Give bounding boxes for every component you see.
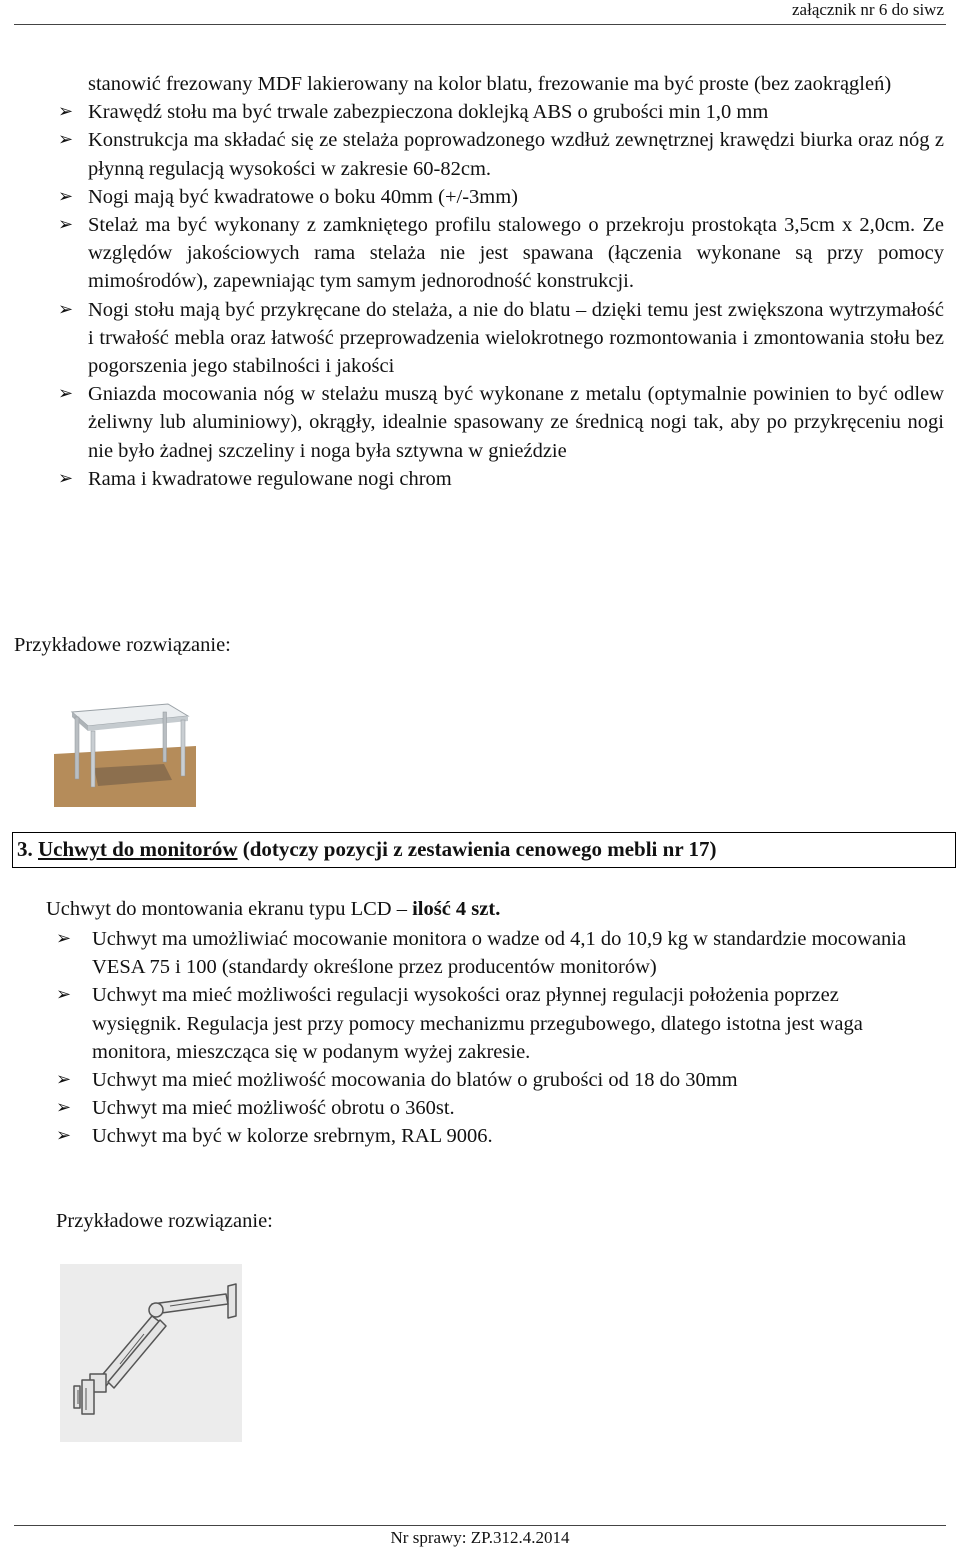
list-item-text: Nogi stołu mają być przykręcane do stelaża, a nie do blatu – dzięki temu jest zwiększona wytrzymałość i trwałość mebla oraz łatwość przeprowadzenia wielokrotnego rozmontowania i zmontowania stołu bez pogorszenia jego stabilności i jakości: [88, 298, 944, 378]
list-item: [58, 211, 944, 296]
arrow-bullet-icon: ➢: [58, 467, 74, 489]
footer-rule: [14, 1525, 946, 1526]
attachment-label: załącznik nr 6 do siwz: [792, 0, 944, 19]
arrow-bullet-icon: ➢: [58, 383, 74, 405]
list-item: [58, 126, 944, 182]
list-item: [56, 981, 912, 1066]
table-example-image: [54, 694, 196, 807]
arrow-bullet-icon: ➢: [58, 101, 74, 123]
list-item-text: Konstrukcja ma składać się ze stelaża poprowadzonego wzdłuż zewnętrznej krawędzi biurka oraz nóg z płynną regulacją wysokości w zakresie 60-82cm.: [88, 129, 944, 180]
example-label: Przykładowe rozwiązanie:: [56, 1210, 273, 1232]
list-item-text: Gniazda mocowania nóg w stelażu muszą być wykonane z metalu (optymalnie powinien to być odlew żeliwny lub aluminiowy), okrągły, idealnie spasowany ze średnicą nogi tak, aby po przykręceniu nogi nie było żadnej szczeliny i noga była sztywna w gnieździe: [88, 383, 944, 462]
arrow-bullet-icon: ➢: [58, 298, 74, 320]
list-item-text: Uchwyt ma mieć możliwość mocowania do blatów o grubości od 18 do 30mm: [92, 1069, 738, 1092]
arrow-bullet-icon: ➢: [56, 1125, 72, 1147]
arrow-bullet-icon: ➢: [58, 129, 74, 151]
monitor-arm-spec-list: [56, 925, 912, 1151]
intro-text: Uchwyt do montowania ekranu typu LCD –: [46, 898, 413, 920]
case-number: Nr sprawy: ZP.312.4.2014: [390, 1528, 570, 1547]
list-item: [56, 925, 912, 981]
arrow-bullet-icon: ➢: [58, 214, 74, 236]
arrow-bullet-icon: ➢: [56, 984, 72, 1006]
list-item: [58, 98, 944, 126]
monitor-arm-example-image: [60, 1264, 242, 1442]
section-heading: [17, 837, 717, 862]
list-item: [56, 1122, 912, 1150]
list-item-text: Nogi mają być kwadratowe o boku 40mm (+/-3mm): [88, 185, 519, 208]
section-heading-box: [12, 832, 956, 868]
list-item: [58, 380, 944, 465]
arrow-bullet-icon: ➢: [56, 928, 72, 949]
list-item-text: Uchwyt ma być w kolorze srebrnym, RAL 9006.: [92, 1125, 493, 1148]
list-item-text: Krawędź stołu ma być trwale zabezpieczona doklejką ABS o grubości min 1,0 mm: [88, 101, 769, 124]
section-title: Uchwyt do monitorów: [38, 837, 238, 861]
list-item-text: Stelaż ma być wykonany z zamkniętego profilu stalowego o przekroju prostokąta 3,5cm x 2,0cm. Ze względów jakościowych rama stelaża nie jest spawana (łączenia wykonane są przy pomocy mimośrodów), zapewniając tym samym jednorodność konstrukcji.: [88, 214, 944, 293]
list-item: [58, 465, 944, 493]
table-spec-list: [58, 70, 944, 493]
section-number: 3.: [17, 837, 33, 861]
list-item-text: Uchwyt ma mieć możliwość obrotu o 360st.: [92, 1097, 455, 1120]
list-item: [56, 1066, 912, 1094]
list-item: [58, 183, 944, 211]
arrow-bullet-icon: ➢: [56, 1069, 72, 1091]
section-intro: [46, 898, 500, 921]
example-label: Przykładowe rozwiązanie:: [14, 634, 231, 656]
section-subtitle: (dotyczy pozycji z zestawienia cenowego mebli nr 17): [237, 837, 717, 861]
arrow-bullet-icon: ➢: [58, 185, 74, 207]
list-item: [56, 1094, 912, 1122]
header-rule: [14, 24, 946, 25]
arrow-bullet-icon: ➢: [56, 1097, 72, 1119]
page-footer: [0, 1520, 960, 1550]
list-item-text: Uchwyt ma umożliwiać mocowanie monitora o wadze od 4,1 do 10,9 kg w standardzie mocowania VESA 75 i 100 (standardy określone przez producentów monitorów): [92, 928, 907, 979]
list-item-text: Uchwyt ma mieć możliwości regulacji wysokości oraz płynnej regulacji położenia poprzez wysięgnik. Regulacja jest przy pomocy mechanizmu przegubowego, dlatego istotna jest waga monitora, mieszcząca się w podanym wyżej zakresie.: [92, 984, 863, 1063]
list-item: [58, 296, 944, 381]
continuation-text: stanowić frezowany MDF lakierowany na kolor blatu, frezowanie ma być proste (bez zaokrągleń): [88, 73, 892, 95]
list-item-text: Rama i kwadratowe regulowane nogi chrom: [88, 467, 452, 490]
page-header: [0, 0, 960, 24]
intro-quantity: ilość 4 szt.: [412, 898, 501, 920]
